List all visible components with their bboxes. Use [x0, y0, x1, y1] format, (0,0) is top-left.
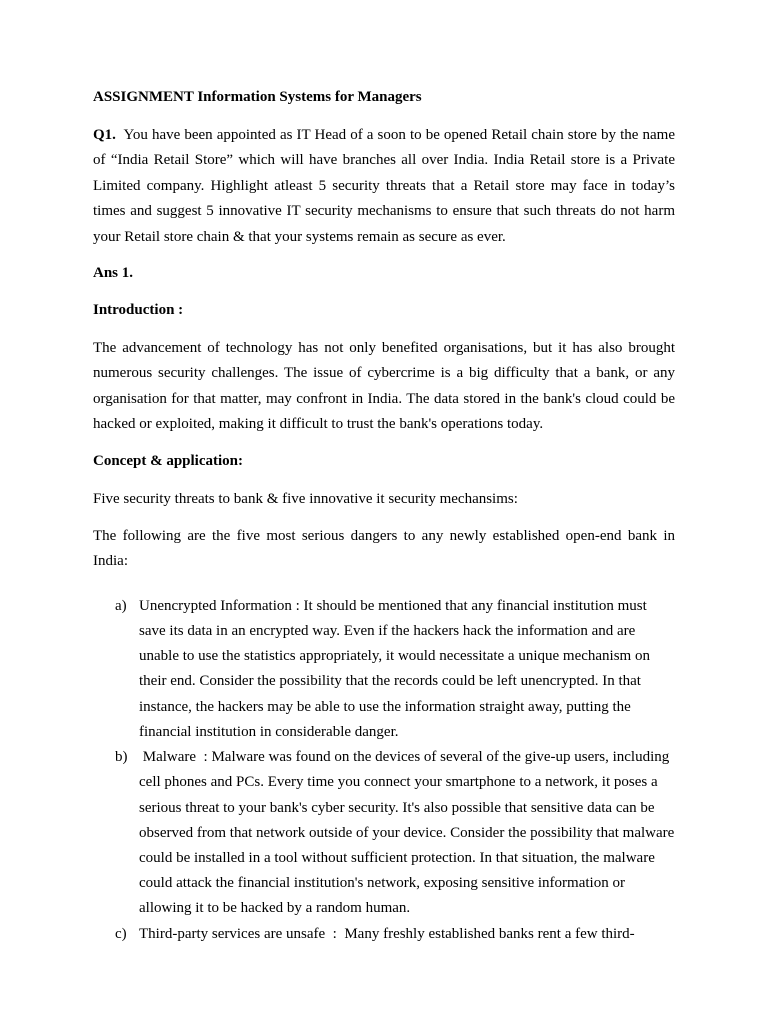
list-marker: a)	[115, 597, 127, 614]
question-label: Q1.	[93, 127, 116, 143]
list-marker: c)	[115, 925, 127, 942]
answer-label: Ans 1.	[93, 265, 134, 282]
list-item	[93, 922, 675, 947]
concept-heading: Concept & application:	[93, 452, 243, 469]
question-paragraph	[93, 123, 675, 250]
list-item-text: Third-party services are unsafe : Many freshly established banks rent a few third-	[139, 925, 635, 942]
document-title: ASSIGNMENT Information Systems for Managers	[93, 89, 422, 105]
list-item-text: Malware : Malware was found on the devices of several of the give-up users, including cell phones and PCs. Every time you connect your smartphone to a network, it poses a serious threat to your bank's cyber security. It's also possible that sensitive data can be observed from that network outside of your device. Consider the possibility that malware could be installed in a tool without sufficient protection. In that situation, the malware could attack the financial institution's network, exposing sensitive information or allowing it to be hacked by a random human.	[139, 749, 679, 917]
list-item-text: Unencrypted Information : It should be mentioned that any financial institution must save its data in an encrypted way. Even if the hackers hack the information and are unable to use the statistics appropriately, it would necessitate a unique mechanism on their end. Consider the possibility that the records could be left unencrypted. In that instance, the hackers may be able to use the information straight away, putting the financial institution in considerable danger.	[139, 597, 650, 740]
introduction-paragraph: The advancement of technology has not only benefited organisations, but it has also brought numerous security challenges. The issue of cybercrime is a big difficulty that a bank, or any organisation for that matter, may confront in India. The data stored in the bank's cloud could be hacked or exploited, making it difficult to trust the bank's operations today.	[93, 340, 675, 433]
question-text: You have been appointed as IT Head of a soon to be opened Retail chain store by the name of “India Retail Store” which will have branches all over India. India Retail store is a Private Limited company. Highlight atleast 5 security threats that a Retail store may face in today’s times and suggest 5 innovative IT security mechanisms to ensure that such threats do not harm your Retail store chain & that your systems remain as secure as ever.	[93, 127, 675, 245]
list-marker: b)	[115, 749, 128, 766]
introduction-heading: Introduction :	[93, 302, 184, 319]
threat-list	[93, 594, 679, 947]
list-item	[93, 745, 679, 921]
concept-line-1: Five security threats to bank & five innovative it security mechansims:	[93, 490, 518, 507]
list-item	[93, 594, 675, 745]
concept-line-2: The following are the five most serious dangers to any newly established open-end bank in India:	[93, 528, 675, 570]
document-page	[93, 86, 679, 947]
